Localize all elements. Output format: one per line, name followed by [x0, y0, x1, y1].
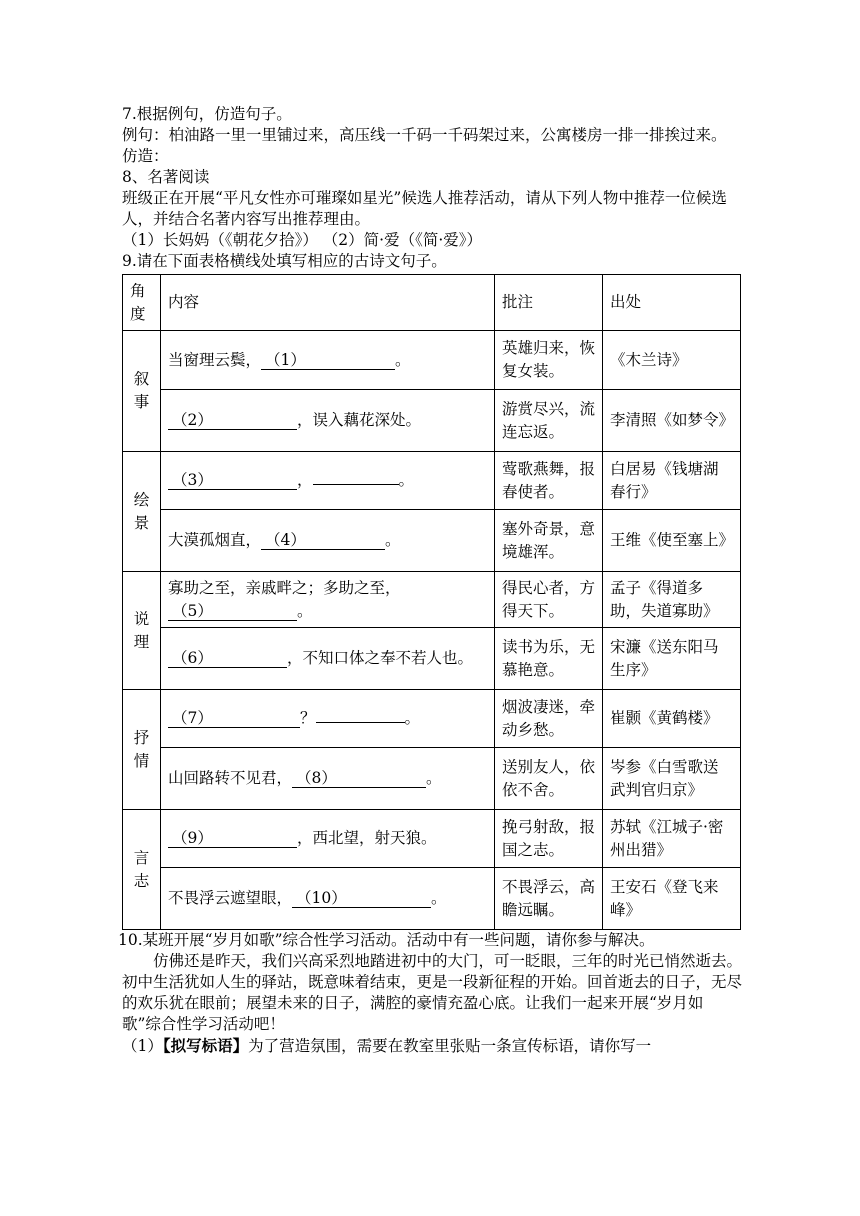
fill-blank-3b[interactable]	[313, 484, 399, 485]
source-cell: 王维《使至塞上》	[603, 510, 741, 572]
note-cell: 游赏尽兴，流连忘返。	[495, 390, 603, 452]
angle-cell: 抒情	[123, 690, 161, 810]
q8-body: 班级正在开展“平凡女性亦可璀璨如星光”候选人推荐活动，请从下列人物中推荐一位候选人，并结合名著内容写出推荐理由。	[122, 189, 727, 228]
document-page	[118, 104, 743, 1057]
table-row	[123, 748, 741, 810]
table-row	[123, 452, 741, 510]
source-cell: 苏轼《江城子·密州出猎》	[603, 810, 741, 868]
note-cell: 不畏浮云，高瞻远瞩。	[495, 868, 603, 930]
content-cell: （3） ， 。	[161, 452, 495, 510]
q7-example: 例句：柏油路一里一里铺过来，高压线一千码一千码架过来，公寓楼房一排一排挨过来。	[122, 126, 727, 144]
angle-cell: 言志	[123, 810, 161, 930]
q8-options: （1）长妈妈（《朝花夕拾》） （2）简·爱（《简·爱》）	[122, 231, 483, 249]
fill-blank-7[interactable]: （7）	[168, 709, 300, 728]
fill-blank-10[interactable]: （10）	[292, 889, 431, 908]
poetry-table	[122, 274, 741, 930]
content-cell: 山回路转不见君， （8） 。	[161, 748, 495, 810]
source-cell: 李清照《如梦令》	[603, 390, 741, 452]
q9-title: 9.请在下面表格横线处填写相应的古诗文句子。	[122, 252, 447, 270]
fill-blank-7b[interactable]	[316, 722, 405, 723]
table-row	[123, 868, 741, 930]
source-cell: 崔颢《黄鹤楼》	[603, 690, 741, 748]
header-angle: 角度	[123, 275, 161, 331]
angle-cell: 说理	[123, 572, 161, 690]
q10-paragraph: 仿佛还是昨天，我们兴高采烈地踏进初中的大门，可一眨眼，三年的时光已悄然逝去。初中生活犹如人生的驿站，既意味着结束，更是一段新征程的开始。回首逝去的日子，无尽的欢乐犹在眼前；展望未来的日子，满腔的豪情充盈心底。让我们一起来开展“岁月如歌”综合性学习活动吧！	[122, 952, 743, 1033]
q10-title: 10.某班开展“岁月如歌”综合性学习活动。活动中有一些问题，请你参与解决。	[118, 931, 655, 949]
sub1-tag: 【拟写标语】	[162, 1036, 249, 1055]
table-header-row	[123, 275, 741, 331]
content-cell: （2） ，误入藕花深处。	[161, 390, 495, 452]
table-row	[123, 810, 741, 868]
content-cell: （7） ？ 。	[161, 690, 495, 748]
source-cell: 宋濂《送东阳马生序》	[603, 628, 741, 690]
content-cell: 不畏浮云遮望眼， （10） 。	[161, 868, 495, 930]
q7-imitate: 仿造：	[122, 147, 169, 165]
fill-blank-1[interactable]: （1）	[261, 351, 395, 370]
fill-blank-5[interactable]: （5）	[168, 602, 297, 621]
fill-blank-2[interactable]: （2）	[168, 411, 297, 430]
note-cell: 读书为乐，无慕艳意。	[495, 628, 603, 690]
note-cell: 烟波凄迷，牵动乡愁。	[495, 690, 603, 748]
table-row	[123, 390, 741, 452]
angle-cell: 叙事	[123, 331, 161, 452]
content-cell: （9） ，西北望，射天狼。	[161, 810, 495, 868]
note-cell: 送别友人，依依不舍。	[495, 748, 603, 810]
content-cell: （6） ，不知口体之奉不若人也。	[161, 628, 495, 690]
table-row	[123, 510, 741, 572]
fill-blank-4[interactable]: （4）	[261, 531, 385, 550]
table-row	[123, 690, 741, 748]
fill-blank-8[interactable]: （8）	[292, 769, 426, 788]
note-cell: 塞外奇景，意境雄浑。	[495, 510, 603, 572]
note-cell: 挽弓射敌，报国之志。	[495, 810, 603, 868]
source-cell: 《木兰诗》	[603, 331, 741, 390]
header-source: 出处	[603, 275, 741, 331]
fill-blank-9[interactable]: （9）	[168, 829, 297, 848]
note-cell: 得民心者，方得天下。	[495, 572, 603, 628]
content-cell: 当窗理云鬓， （1） 。	[161, 331, 495, 390]
fill-blank-6[interactable]: （6）	[168, 649, 287, 668]
content-cell: 大漠孤烟直， （4） 。	[161, 510, 495, 572]
q8-title: 8、名著阅读	[122, 168, 210, 186]
q10-sub1: （1）【拟写标语】为了营造氛围，需要在教室里张贴一条宣传标语，请你写一	[122, 1036, 652, 1055]
source-cell: 孟子《得道多助，失道寡助》	[603, 572, 741, 628]
header-content: 内容	[161, 275, 495, 331]
note-cell: 莺歌燕舞，报春使者。	[495, 452, 603, 510]
source-cell: 白居易《钱塘湖春行》	[603, 452, 741, 510]
table-row	[123, 331, 741, 390]
note-cell: 英雄归来，恢复女装。	[495, 331, 603, 390]
source-cell: 岑参《白雪歌送武判官归京》	[603, 748, 741, 810]
header-note: 批注	[495, 275, 603, 331]
table-row	[123, 628, 741, 690]
q7-title: 7.根据例句，仿造句子。	[122, 105, 292, 123]
fill-blank-3[interactable]: （3）	[168, 471, 297, 490]
source-cell: 王安石《登飞来峰》	[603, 868, 741, 930]
angle-cell: 绘景	[123, 452, 161, 572]
content-cell: 寡助之至，亲戚畔之；多助之至， （5） 。	[161, 572, 495, 628]
table-row	[123, 572, 741, 628]
